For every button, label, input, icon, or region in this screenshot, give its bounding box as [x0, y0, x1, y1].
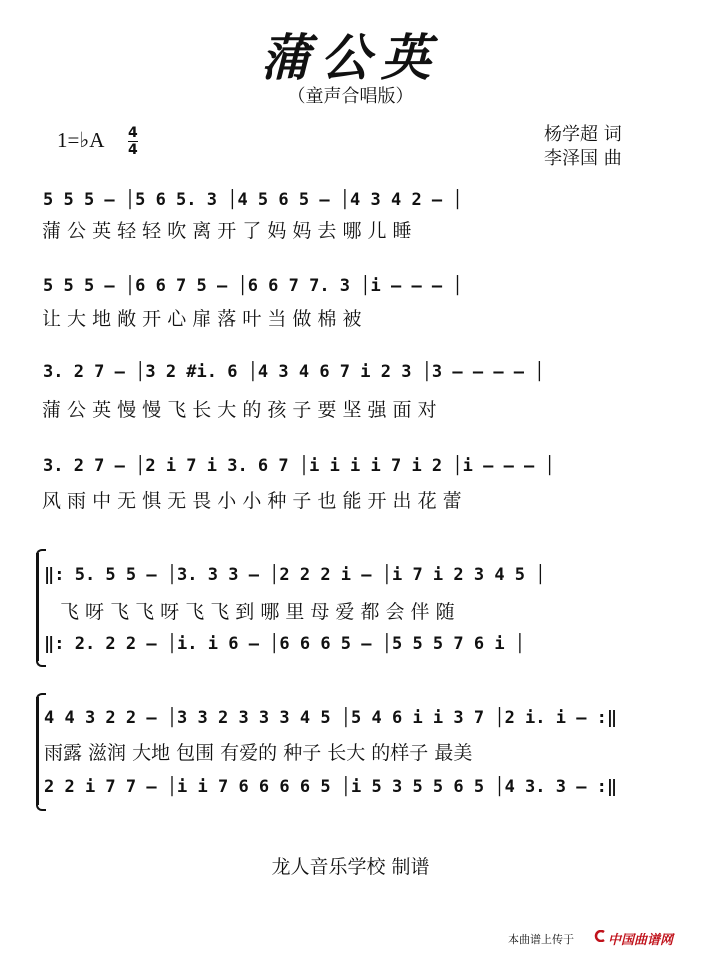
notation-row: ‖: 5. 5 5 – │3. 3 3 – │2 2 2 i – │i 7 i 2 3 4 5 │	[44, 565, 546, 585]
brace-top	[36, 693, 46, 701]
lyrics-row: 雨露 滋润 大地 包围 有爱的 种子 长大 的样子 最美	[44, 742, 473, 764]
time-signature-bottom: 4	[128, 142, 138, 158]
lyrics-row: 让 大 地 敞 开 心 扉 落 叶 当 做 棉 被	[42, 308, 362, 330]
time-signature-top: 4	[128, 125, 138, 141]
brace-top	[36, 549, 46, 557]
system-brace	[36, 553, 39, 661]
key-signature: 1=♭A	[57, 128, 105, 152]
song-subtitle: （童声合唱版）	[287, 86, 414, 107]
brand-logo-text[interactable]: 中国曲谱网	[608, 933, 674, 948]
notation-row: 5 5 5 – │6 6 7 5 – │6 6 7 7. 3 │i – – – │	[43, 276, 463, 296]
publisher-footer: 龙人音乐学校 制谱	[271, 856, 430, 878]
brand-logo-icon	[594, 930, 606, 942]
lyrics-row: 蒲 公 英 轻 轻 吹 离 开 了 妈 妈 去 哪 儿 睡	[42, 220, 412, 242]
lyricist-credit: 杨学超 词	[544, 124, 622, 145]
lyrics-row: 飞 呀 飞 飞 呀 飞 飞 到 哪 里 母 爱 都 会 伴 随	[60, 601, 455, 623]
song-title: 蒲公英	[260, 28, 441, 87]
notation-row: 3. 2 7 – │2 i 7 i 3. 6 7 │i i i i 7 i 2 │i – – – │	[43, 456, 555, 476]
notation-row-lower-voice: 2 2 i 7 7 – │i i 7 6 6 6 6 5 │i 5 3 5 5 6 5 │4 3. 3 – :‖	[44, 777, 618, 797]
notation-row-lower-voice: ‖: 2. 2 2 – │i. i 6 – │6 6 6 5 – │5 5 5 7 6 i │	[44, 634, 526, 654]
brace-bottom	[36, 803, 46, 811]
upload-note: 本曲谱上传于	[508, 933, 574, 946]
notation-row: 4 4 3 2 2 – │3 3 2 3 3 3 4 5 │5 4 6 i i 3 7 │2 i. i – :‖	[44, 708, 618, 728]
lyrics-row: 风 雨 中 无 惧 无 畏 小 小 种 子 也 能 开 出 花 蕾	[42, 490, 462, 512]
time-signature	[128, 125, 138, 158]
notation-row: 3. 2 7 – │3 2 #i. 6 │4 3 4 6 7 i 2 3 │3 – – – – │	[43, 362, 545, 382]
system-brace	[36, 697, 39, 805]
lyrics-row: 蒲 公 英 慢 慢 飞 长 大 的 孩 子 要 坚 强 面 对	[42, 399, 437, 421]
composer-credit: 李泽国 曲	[544, 148, 622, 169]
brace-bottom	[36, 659, 46, 667]
notation-row: 5 5 5 – │5 6 5. 3 │4 5 6 5 – │4 3 4 2 – │	[43, 190, 463, 210]
